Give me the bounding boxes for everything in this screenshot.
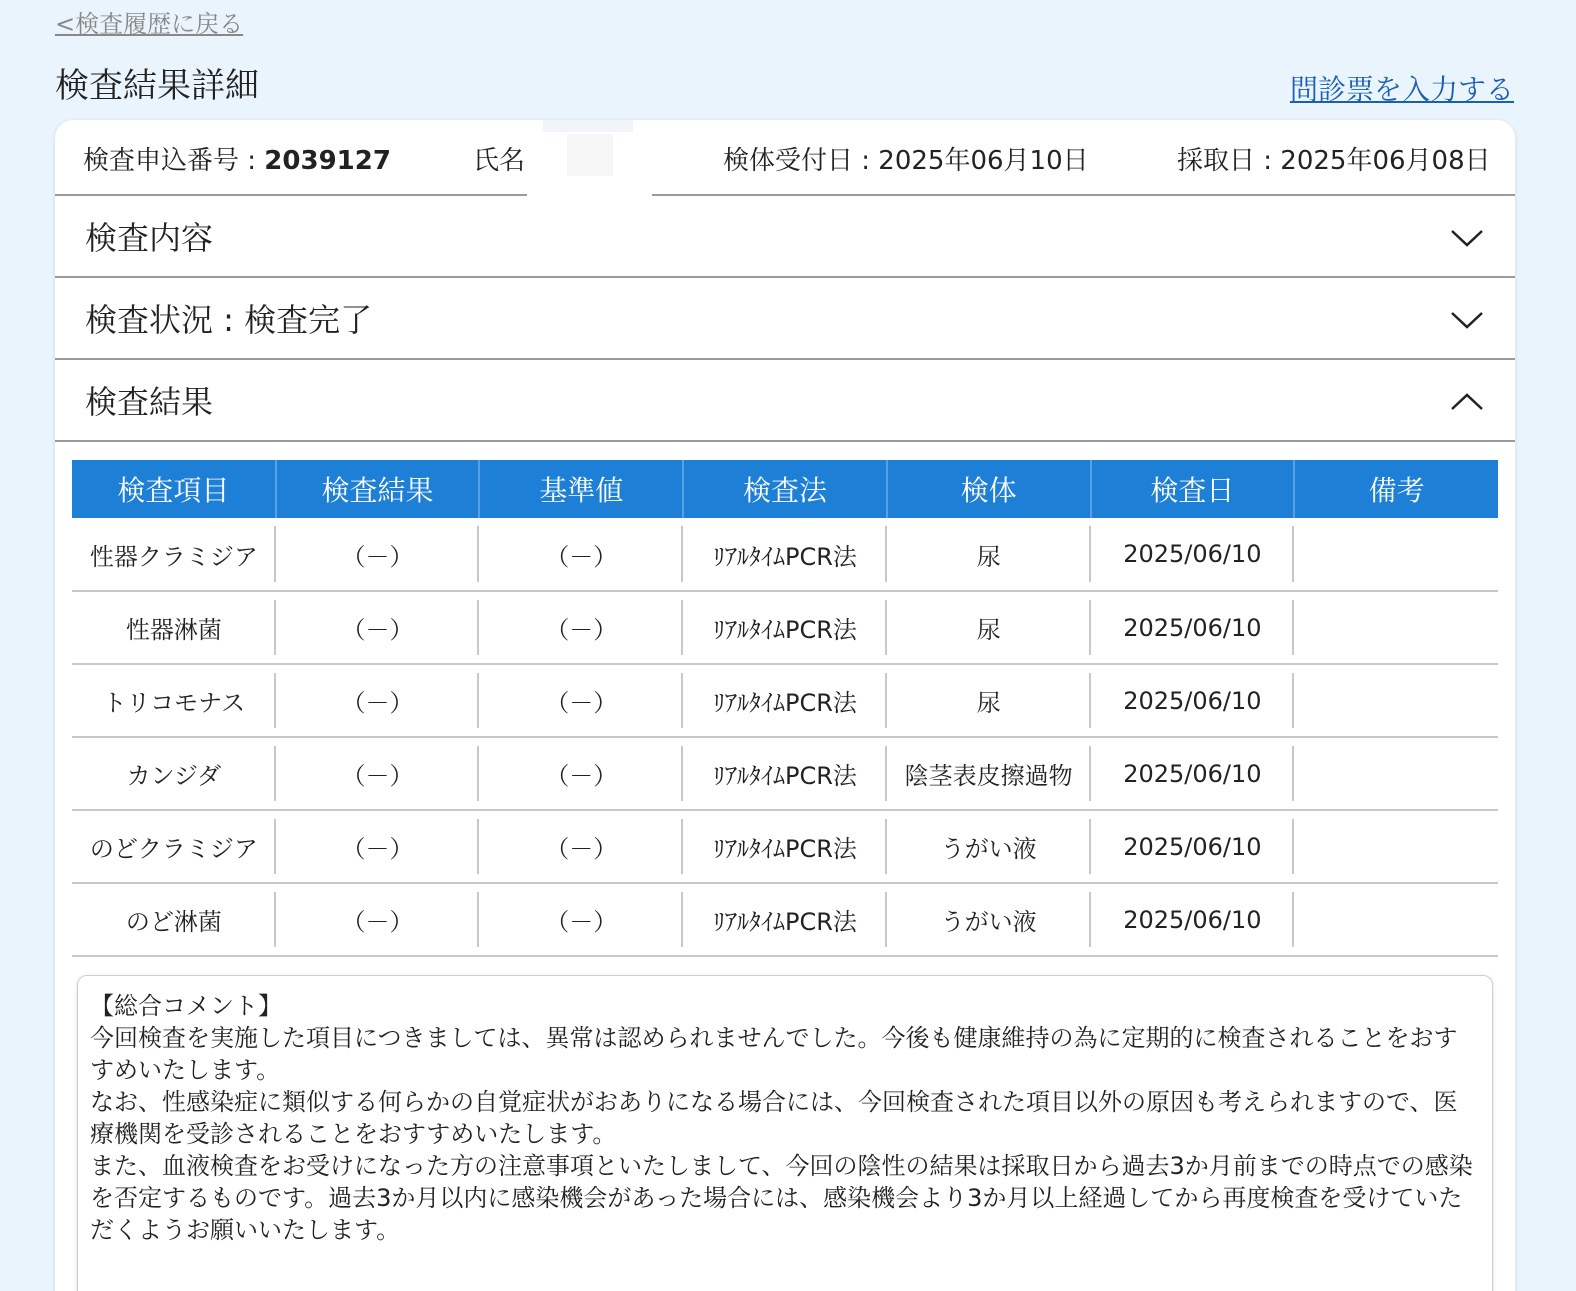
table-cell xyxy=(72,737,276,810)
table-cell xyxy=(887,737,1091,810)
table-cell xyxy=(276,810,480,883)
table-cell xyxy=(683,810,887,883)
cell-text: トリコモナス xyxy=(102,689,246,717)
cell-text: （－） xyxy=(545,762,618,790)
table-cell xyxy=(1294,737,1498,810)
cell-text: カンジダ xyxy=(126,762,222,790)
table-cell xyxy=(1091,518,1295,591)
info-row xyxy=(55,120,1515,196)
cell-text: ﾘｱﾙﾀｲﾑPCR法 xyxy=(713,542,857,571)
cell-text: ﾘｱﾙﾀｲﾑPCR法 xyxy=(713,616,857,644)
cell-text: （－） xyxy=(341,616,414,644)
collected-date: 採取日 : 2025年06月08日 xyxy=(1177,146,1491,176)
cell-text: ﾘｱﾙﾀｲﾑPCR法 xyxy=(713,762,857,790)
table-row xyxy=(72,883,1498,956)
cell-text: うがい液 xyxy=(940,835,1037,863)
results-table-wrap xyxy=(72,460,1498,957)
cell-text: （－） xyxy=(341,908,414,936)
section-test-content[interactable] xyxy=(55,196,1515,278)
cell-text: （－） xyxy=(341,835,414,863)
cell-text: （－） xyxy=(545,616,618,644)
result-card xyxy=(55,120,1515,1291)
cell-text: 2025/06/10 xyxy=(1123,686,1262,715)
table-cell xyxy=(479,810,683,883)
table-cell xyxy=(683,664,887,737)
table-row xyxy=(72,591,1498,664)
comment-heading: 【総合コメント】 xyxy=(90,992,282,1020)
table-cell xyxy=(887,518,1091,591)
table-row xyxy=(72,518,1498,591)
cell-text: 陰茎表皮擦過物 xyxy=(904,762,1073,790)
cell-text: （－） xyxy=(545,542,618,571)
cell-text: 性器クラミジア xyxy=(89,542,258,571)
table-cell xyxy=(1294,810,1498,883)
table-row xyxy=(72,810,1498,883)
table-row xyxy=(72,664,1498,737)
table-cell xyxy=(1091,664,1295,737)
table-cell xyxy=(479,664,683,737)
cell-text: のど淋菌 xyxy=(125,908,222,936)
chevron-down-icon[interactable] xyxy=(1449,220,1485,256)
table-cell xyxy=(1294,883,1498,956)
table-cell xyxy=(479,591,683,664)
comment-paragraph: 今回検査を実施した項目につきましては、異常は認められませんでした。今後も健康維持の為に定期的に検査されることをおすすめいたします。 xyxy=(90,1024,1458,1084)
cell-text: 2025/06/10 xyxy=(1123,613,1262,642)
cell-text: 2025/06/10 xyxy=(1123,832,1262,861)
section-label: 検査内容 xyxy=(85,219,214,257)
column-header: 検査法 xyxy=(683,460,887,518)
section-label: 検査結果 xyxy=(85,383,214,421)
application-number xyxy=(83,140,391,177)
table-header-row xyxy=(72,460,1498,518)
table-cell xyxy=(1091,591,1295,664)
table-cell xyxy=(276,591,480,664)
cell-text: 2025/06/10 xyxy=(1123,905,1262,934)
cell-text: （－） xyxy=(545,835,618,863)
table-cell xyxy=(683,737,887,810)
section-label: 検査状況 : 検査完了 xyxy=(85,301,373,339)
table-cell xyxy=(1294,664,1498,737)
table-row xyxy=(72,737,1498,810)
chevron-up-icon[interactable] xyxy=(1449,384,1485,420)
cell-text: ﾘｱﾙﾀｲﾑPCR法 xyxy=(713,689,857,717)
section-test-status[interactable] xyxy=(55,278,1515,360)
overall-comment xyxy=(77,975,1493,1291)
cell-text: 2025/06/10 xyxy=(1123,540,1262,568)
table-cell xyxy=(887,883,1091,956)
table-cell xyxy=(1091,883,1295,956)
cell-text: 尿 xyxy=(976,689,1001,717)
table-cell xyxy=(72,810,276,883)
cell-text: ﾘｱﾙﾀｲﾑPCR法 xyxy=(713,835,857,863)
table-cell xyxy=(479,883,683,956)
name-label: 氏名 xyxy=(473,146,526,176)
table-cell xyxy=(72,591,276,664)
cell-text: （－） xyxy=(341,689,414,717)
table-cell xyxy=(887,810,1091,883)
cell-text: 性器淋菌 xyxy=(125,616,222,644)
comment-paragraph: また、血液検査をお受けになった方の注意事項といたしまして、今回の陰性の結果は採取日から過去3か月前までの時点での感染を否定するものです。過去3か月以内に感染機会があった場合には、感染機会より3か月以上経過してから再度検査を受けていただくようお願いいたします。 xyxy=(90,1152,1473,1244)
application-number-value: 2039127 xyxy=(264,146,391,176)
column-header: 検査日 xyxy=(1091,460,1295,518)
table-cell xyxy=(72,664,276,737)
table-cell xyxy=(683,518,887,591)
table-cell xyxy=(1091,810,1295,883)
column-header: 基準値 xyxy=(479,460,683,518)
results-table xyxy=(72,460,1498,957)
table-cell xyxy=(72,883,276,956)
table-body xyxy=(72,518,1498,956)
table-cell xyxy=(479,737,683,810)
table-cell xyxy=(276,518,480,591)
table-cell xyxy=(479,518,683,591)
table-cell xyxy=(887,664,1091,737)
received-date: 検体受付日 : 2025年06月10日 xyxy=(723,146,1089,176)
table-cell xyxy=(683,591,887,664)
column-header: 備考 xyxy=(1294,460,1498,518)
cell-text: （－） xyxy=(545,908,618,936)
table-cell xyxy=(276,883,480,956)
application-number-label: 検査申込番号 : xyxy=(83,146,265,176)
table-cell xyxy=(276,664,480,737)
cell-text: うがい液 xyxy=(940,908,1037,936)
cell-text: （－） xyxy=(341,542,414,571)
cell-text: ﾘｱﾙﾀｲﾑPCR法 xyxy=(713,908,857,936)
back-to-history-link[interactable]: <検査履歴に戻る xyxy=(55,10,244,38)
page-title: 検査結果詳細 xyxy=(55,66,259,106)
cell-text: のどクラミジア xyxy=(89,835,258,863)
name-bump xyxy=(543,120,633,132)
table-cell xyxy=(1294,518,1498,591)
section-test-results[interactable] xyxy=(55,360,1515,442)
column-header: 検査項目 xyxy=(72,460,276,518)
column-header: 検査結果 xyxy=(276,460,480,518)
cell-text: 尿 xyxy=(976,542,1001,571)
cell-text: 2025/06/10 xyxy=(1123,759,1262,788)
name-redaction xyxy=(567,134,613,176)
cell-text: 尿 xyxy=(976,616,1001,644)
table-cell xyxy=(72,518,276,591)
chevron-down-icon[interactable] xyxy=(1449,302,1485,338)
column-header: 検体 xyxy=(887,460,1091,518)
cell-text: （－） xyxy=(341,762,414,790)
cell-text: （－） xyxy=(545,689,618,717)
table-cell xyxy=(1294,591,1498,664)
table-cell xyxy=(887,591,1091,664)
table-cell xyxy=(683,883,887,956)
questionnaire-link[interactable]: 問診票を入力する xyxy=(1289,73,1514,106)
table-cell xyxy=(1091,737,1295,810)
table-cell xyxy=(276,737,480,810)
comment-paragraph: なお、性感染症に類似する何らかの自覚症状がおありになる場合には、今回検査された項目以外の原因も考えられますので、医療機関を受診されることをおすすめいたします。 xyxy=(90,1088,1458,1148)
